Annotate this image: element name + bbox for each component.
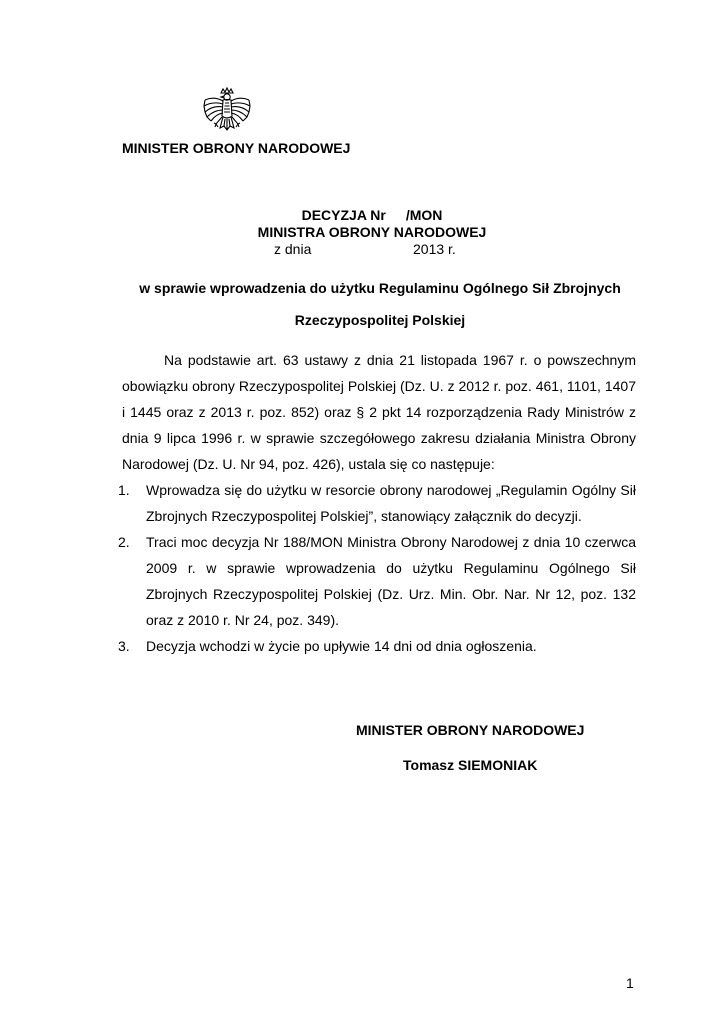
list-item: [118, 633, 636, 659]
white-eagle-emblem-icon: [199, 86, 255, 142]
list-item-text: Decyzja wchodzi w życie po upływie 14 dni od dnia ogłoszenia.: [146, 638, 537, 654]
decision-issuer: MINISTRA OBRONY NARODOWEJ: [257, 224, 487, 240]
list-item-number: 3.: [118, 638, 130, 654]
decision-number-suffix: /MON: [405, 207, 443, 223]
list-item: [118, 529, 636, 633]
header-title: MINISTER OBRONY NARODOWEJ: [122, 140, 351, 156]
list-item-number: 1.: [118, 482, 130, 498]
decision-heading: [222, 207, 522, 258]
date-prefix: z dnia: [274, 241, 312, 257]
legal-basis-text: Na podstawie art. 63 ustawy z dnia 21 listopada 1967 r. o powszechnym obowiązku obrony Rzeczypospolitej Polskiej (Dz. U. z 2012 r. poz. 461, 1101, 1407 i 1445 oraz z 2013 r. poz. 852) oraz § 2 pkt 14 rozporządzenia Rady Ministrów z dnia 9 lipca 1996 r. w sprawie szczegółowego zakresu działania Ministra Obrony Narodowej (Dz. U. Nr 94, poz. 426), ustala się co następuje:: [122, 352, 636, 472]
list-item: [118, 477, 636, 529]
date-year: 2013 r.: [413, 241, 456, 257]
decision-date: [222, 241, 522, 258]
subject-line-2: Rzeczypospolitej Polskiej: [294, 312, 466, 328]
page-number: 1: [626, 975, 634, 991]
decision-number-label: DECYZJA Nr: [301, 207, 386, 223]
list-item-number: 2.: [118, 534, 130, 550]
list-item-text: Traci moc decyzja Nr 188/MON Ministra Obrony Narodowej z dnia 10 czerwca 2009 r. w sprawie wprowadzenia do użytku Regulaminu Ogólnego Sił Zbrojnych Rzeczypospolitej Polskiej (Dz. Urz. Min. Obr. Nar. Nr 12, poz. 132 oraz z 2010 r. Nr 24, poz. 349).: [146, 534, 636, 628]
decision-subject: [100, 272, 660, 336]
decision-items-list: [118, 477, 636, 659]
decision-number: [222, 207, 522, 224]
signature-title: MINISTER OBRONY NARODOWEJ: [356, 722, 585, 738]
subject-line-1: w sprawie wprowadzenia do użytku Regulaminu Ogólnego Sił Zbrojnych: [139, 280, 621, 296]
signature-name: Tomasz SIEMONIAK: [403, 757, 538, 773]
list-item-text: Wprowadza się do użytku w resorcie obrony narodowej „Regulamin Ogólny Sił Zbrojnych Rzeczypospolitej Polskiej”, stanowiący załącznik do decyzji.: [146, 482, 636, 524]
legal-basis-paragraph: [122, 347, 636, 477]
